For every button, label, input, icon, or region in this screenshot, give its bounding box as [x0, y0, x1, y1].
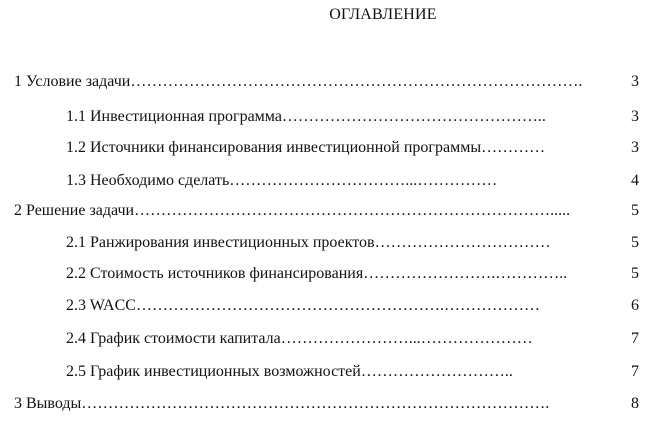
toc-entry-2-1[interactable]: [66, 233, 639, 253]
dot-leader: …………………………………………………………………….....: [134, 202, 571, 219]
toc-entry-label: 1 Условие задачи: [14, 73, 131, 90]
toc-entry-label: 1.1 Инвестиционная программа: [66, 108, 282, 125]
toc-entry-label: 2 Решение задачи: [14, 202, 135, 219]
toc-page-number: 8: [631, 395, 639, 412]
toc-entry-label: 1.3 Необходимо сделать: [66, 172, 230, 189]
toc-entry-1-1[interactable]: [66, 107, 639, 127]
dot-leader: …………………………………………………………………………….: [81, 395, 550, 412]
dot-leader: …………: [481, 139, 546, 156]
dot-leader: ………………………………………………….………………: [135, 297, 540, 314]
toc-entry-2-4[interactable]: [66, 329, 639, 349]
dot-leader: ……………………...…………………: [280, 330, 533, 347]
toc-page-number: 5: [631, 265, 639, 282]
toc-entry-2-3[interactable]: [66, 296, 639, 316]
dot-leader: ………………………..: [360, 363, 513, 380]
toc-entry-1-2[interactable]: [66, 138, 639, 158]
dot-leader: …………………………………………..: [281, 108, 546, 125]
dot-leader: ……………………………...……………: [229, 172, 498, 189]
toc-entry-1[interactable]: [14, 72, 639, 92]
toc-page-number: 7: [631, 330, 639, 347]
dot-leader: ……………………………: [374, 234, 551, 251]
toc-title: ОГЛАВЛЕНИЕ: [329, 6, 437, 23]
toc-page-number: 6: [631, 297, 639, 314]
toc-entry-1-3[interactable]: [66, 171, 639, 191]
dot-leader: …………………….…………..: [363, 265, 568, 282]
toc-entry-2-5[interactable]: [66, 362, 639, 382]
toc-page-number: 3: [631, 139, 639, 156]
toc-entry-label: 1.2 Источники финансирования инвестиционной программы: [66, 139, 482, 156]
toc-entry-label: 2.1 Ранжирования инвестиционных проектов: [66, 234, 375, 251]
toc-entry-label: 2.5 График инвестиционных возможностей: [66, 363, 361, 380]
toc-page-number: 7: [631, 363, 639, 380]
toc-entry-3[interactable]: [14, 394, 639, 414]
toc-entry-label: 2.4 График стоимости капитала: [66, 330, 281, 347]
toc-page-number: 4: [631, 172, 639, 189]
toc-entry-2-2[interactable]: [66, 264, 639, 284]
toc-page-number: 5: [631, 234, 639, 251]
toc-entry-label: 3 Выводы: [14, 395, 82, 412]
toc-page-number: 5: [631, 202, 639, 219]
toc-entry-2[interactable]: [14, 201, 639, 221]
dot-leader: ………………………………………………………………………….: [130, 73, 583, 90]
toc-page-number: 3: [631, 73, 639, 90]
toc-page-number: 3: [631, 108, 639, 125]
toc-entry-label: 2.3 WACC: [66, 297, 136, 314]
toc-entry-label: 2.2 Стоимость источников финансирования: [66, 265, 364, 282]
